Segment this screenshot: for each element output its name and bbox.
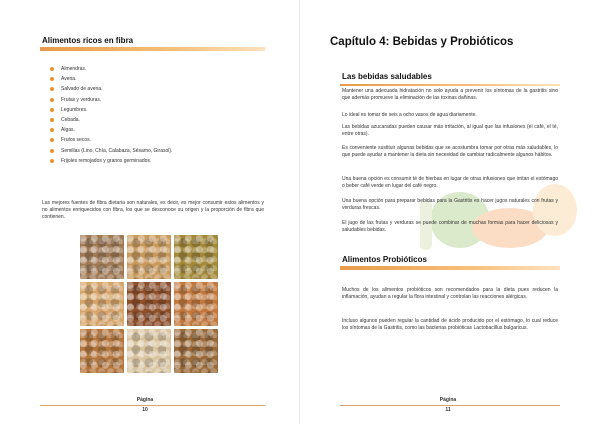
fiber-foods-heading: Alimentos ricos en fibra <box>42 36 134 45</box>
list-item: Cebada. <box>50 115 172 125</box>
list-item: Salvado de avena. <box>50 84 172 94</box>
bullet-icon <box>50 118 54 122</box>
drinks-paragraph: Lo ideal es tomar de seis a ocho vasos de agua diariamente. <box>342 112 477 118</box>
list-item: Frijoles remojados y granos germinados. <box>50 156 172 166</box>
page-number: 11 <box>445 407 451 413</box>
food-photo-cell <box>174 329 218 373</box>
list-item: Frutas y verduras. <box>50 95 172 105</box>
drinks-paragraph: Una buena opción para preparar bebidas para la Gastritis es hacer jugos naturales con frutas y verduras frescas. <box>342 198 558 211</box>
chapter-title: Capítulo 4: Bebidas y Probióticos <box>330 36 514 48</box>
bullet-icon <box>50 159 54 163</box>
probiotic-foods-heading: Alimentos Probióticos <box>342 255 427 264</box>
bullet-icon <box>50 67 54 71</box>
list-item: Semillas (Lino, Chía, Calabaza, Sésamo, Girasol). <box>50 146 172 156</box>
food-photo-cell <box>127 235 171 279</box>
list-item: Frutos secos. <box>50 135 172 145</box>
food-photo-cell <box>80 329 124 373</box>
food-photo-cell <box>80 235 124 279</box>
drinks-paragraph: El jugo de las frutas y verduras se puede combinar de muchas formas para hacer deliciosas y saludables bebidas. <box>342 220 558 233</box>
list-item: Avena. <box>50 74 172 84</box>
bullet-icon <box>50 108 54 112</box>
bullet-icon <box>50 87 54 91</box>
bullet-icon <box>50 149 54 153</box>
drinks-paragraph: Las bebidas azucaradas pueden causar más irritación, al igual que las infusiones (el café, el té, entre otras). <box>342 124 558 137</box>
heading-bar <box>40 47 265 51</box>
food-photo-cell <box>127 329 171 373</box>
bullet-icon <box>50 128 54 132</box>
food-photo-cell <box>174 235 218 279</box>
heading-bar <box>340 266 560 270</box>
food-photo-cell <box>174 282 218 326</box>
footer-rule <box>340 405 560 406</box>
fiber-sources-paragraph: Las mejores fuentes de fibra dietaria son naturales, es decir, es mejor consumir estos alimentos y no alimentos enriquecidos con fibra, los que se desconoce su origen y la proporción de fibra que contienen. <box>42 200 264 220</box>
page-label: Página <box>439 397 457 403</box>
probiotics-paragraph: Muchos de los alimentos probióticos son recomendados para la dieta pues reducen la inflamación, ayudan a regular la flora intestinal y controlan las reacciones alérgicas. <box>342 287 558 300</box>
page-label: Página <box>136 397 154 403</box>
fiber-foods-list <box>50 64 172 166</box>
bullet-icon <box>50 138 54 142</box>
page-number: 10 <box>142 407 148 413</box>
heading-bar <box>340 84 560 86</box>
food-photo-cell <box>80 282 124 326</box>
drinks-paragraph: Es conveniente sustituir algunas bebidas que se acostumbra tomar por otras más saludables, lo que puede ayudar a mantener la dieta sin necesidad de cambiar radicalmente algunos hábitos. <box>342 145 558 158</box>
nuts-seeds-image <box>80 235 218 373</box>
probiotics-paragraph: Incluso algunos pueden regular la cantidad de ácido producido por el estómago, lo cual reduce los síntomas de la Gastritis, como las bacterias probióticas Lactobacillus bulgaricus. <box>342 318 558 331</box>
list-item: Algas. <box>50 125 172 135</box>
footer-rule <box>40 405 265 406</box>
food-photo-cell <box>127 282 171 326</box>
drinks-paragraph: Una buena opción es consumir té de hierbas en lugar de otras infusiones que irritan el estómago o beber café verde en lugar del café negro. <box>342 176 558 189</box>
drinks-paragraph: Mantener una adecuada hidratación no solo ayuda a prevenir los síntomas de la gastritis sino que además promueve la eliminación de las toxinas dañinas. <box>342 88 558 101</box>
healthy-drinks-heading: Las bebidas saludables <box>342 72 432 81</box>
list-item: Almendras. <box>50 64 172 74</box>
list-item: Legumbres. <box>50 105 172 115</box>
bullet-icon <box>50 77 54 81</box>
bullet-icon <box>50 98 54 102</box>
